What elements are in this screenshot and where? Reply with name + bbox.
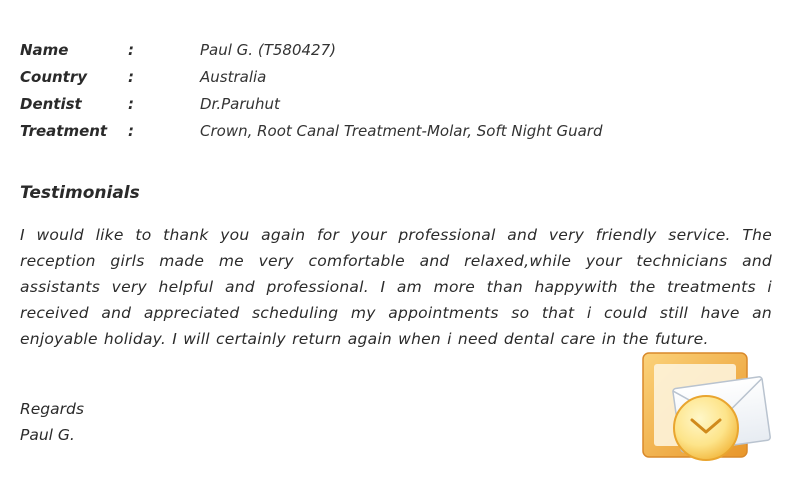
signature-text: Paul G. (20, 426, 75, 444)
info-row-country (20, 63, 602, 90)
info-label: Treatment (20, 121, 108, 140)
closing (20, 396, 84, 448)
info-row-treatment (20, 117, 602, 144)
info-value: Dr.Paruhut (200, 94, 280, 113)
info-value: Paul G. (T580427) (200, 40, 336, 59)
info-value: Australia (200, 67, 267, 86)
info-label: Name (20, 40, 69, 59)
info-colon: : (128, 40, 134, 59)
info-colon: : (128, 94, 134, 113)
info-colon: : (128, 121, 134, 140)
patient-info (20, 36, 602, 144)
info-label: Dentist (20, 94, 82, 113)
info-row-dentist (20, 90, 602, 117)
info-label: Country (20, 67, 88, 86)
info-value: Crown, Root Canal Treatment-Molar, Soft Night Guard (200, 121, 603, 140)
info-colon: : (128, 67, 134, 86)
regards-text: Regards (20, 400, 84, 418)
info-row-name (20, 36, 602, 63)
testimonial-text: I would like to thank you again for your professional and very friendly service. The reception girls made me very comfortable and relaxed,while your technicians and assistants very helpful and professional. I am more than happywith the treatments i received and appreciated scheduling my appointments so that i could still have an enjoyable holiday. I will certainly return again when i need dental care in the future. (20, 226, 772, 348)
outlook-mail-icon (640, 348, 772, 466)
testimonials-heading: Testimonials (20, 183, 140, 203)
